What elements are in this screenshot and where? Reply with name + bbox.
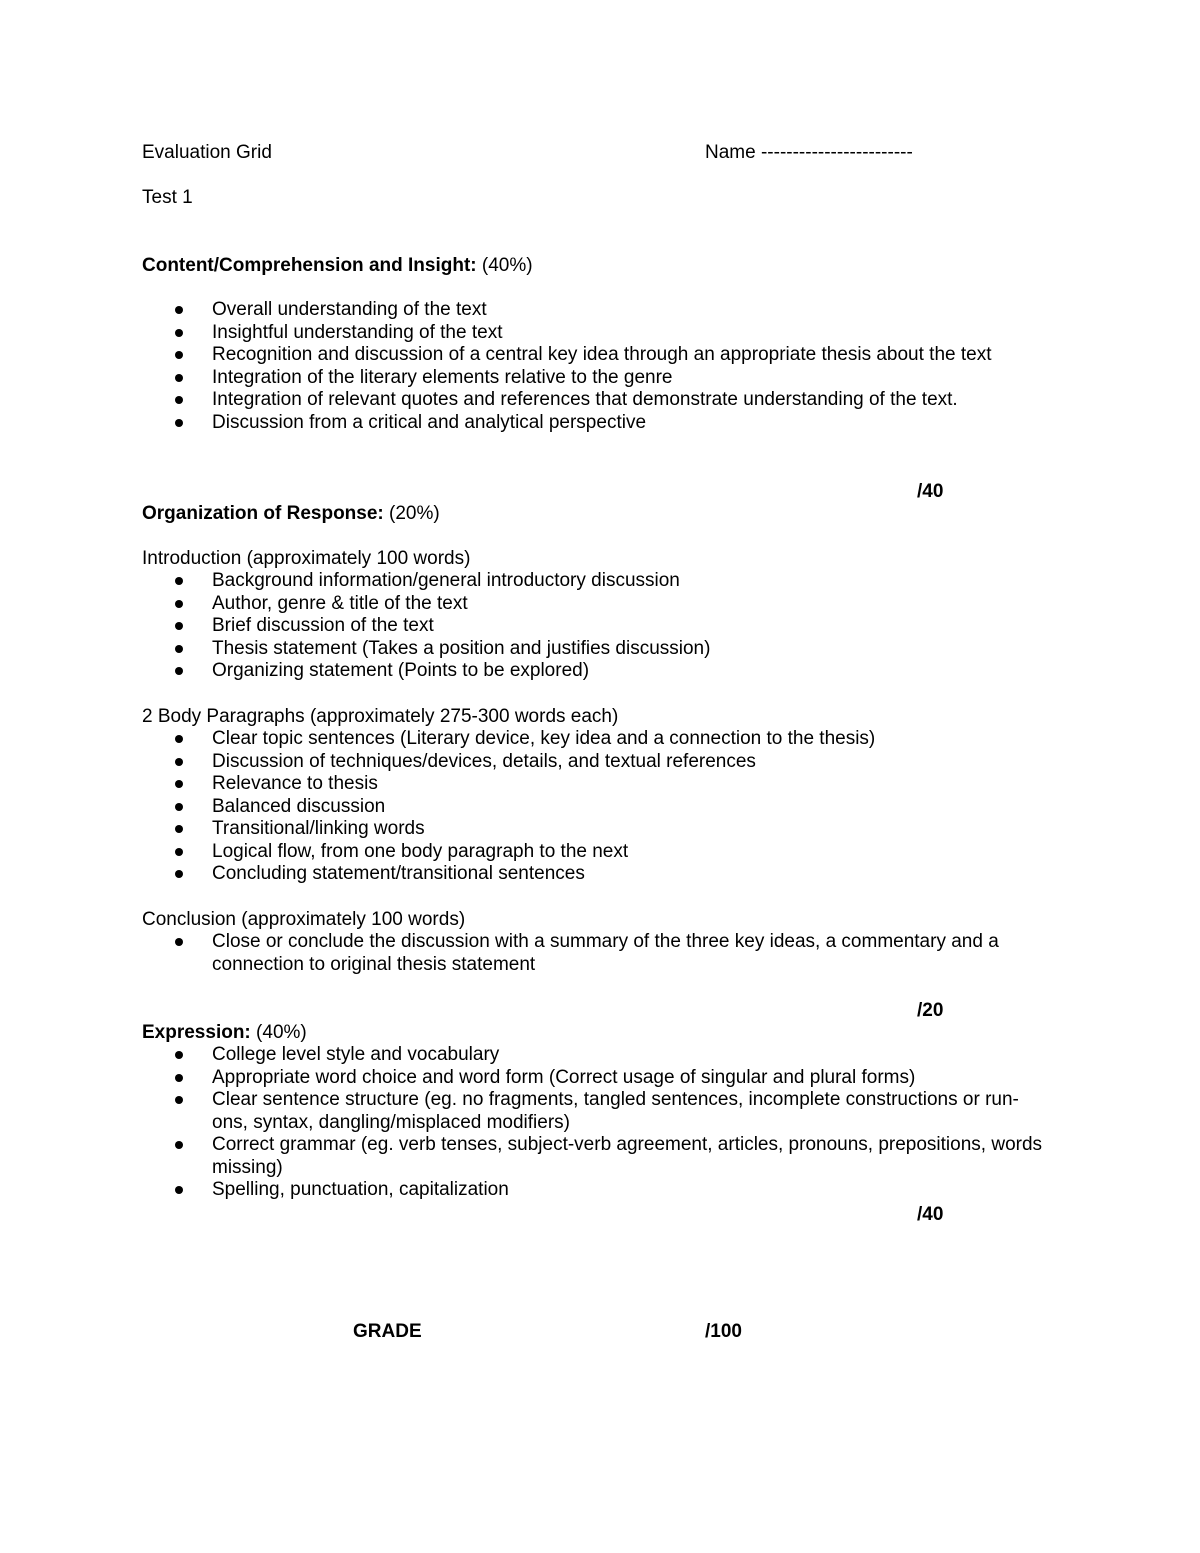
list-item: Balanced discussion [142,796,1062,819]
content-section-heading [142,255,533,277]
bullet-icon [175,645,183,653]
list-item: Transitional/linking words [142,818,1062,841]
list-item: Integration of the literary elements relative to the genre [142,367,1062,390]
bullet-icon [175,374,183,382]
bullet-icon [175,758,183,766]
bullet-icon [175,351,183,359]
bullet-icon [175,803,183,811]
organization-score: /20 [917,1000,944,1021]
bullet-icon [175,577,183,585]
list-item: Spelling, punctuation, capitalization [142,1179,1062,1202]
document-title: Evaluation Grid [142,142,272,163]
list-item: Concluding statement/transitional sentences [142,863,1062,886]
list-item: College level style and vocabulary [142,1044,1062,1067]
name-field-label: Name ------------------------ [705,142,913,163]
bullet-icon [175,870,183,878]
bullet-icon [175,1074,183,1082]
list-item: Correct grammar (eg. verb tenses, subject-verb agreement, articles, pronouns, prepositions, words missing) [142,1134,1052,1179]
organization-percent: (20%) [389,503,440,524]
list-item: Integration of relevant quotes and references that demonstrate understanding of the text. [142,389,1062,412]
list-item: Discussion from a critical and analytical perspective [142,412,1062,435]
list-item: Brief discussion of the text [142,615,1062,638]
bullet-icon [175,848,183,856]
list-item: Recognition and discussion of a central key idea through an appropriate thesis about the text [142,344,1062,367]
bullet-icon [175,780,183,788]
introduction-label: Introduction (approximately 100 words) [142,548,471,569]
body-paragraphs-label: 2 Body Paragraphs (approximately 275-300 words each) [142,706,619,727]
expression-criteria-list [142,1044,1062,1202]
test-label: Test 1 [142,187,193,208]
bullet-icon [175,329,183,337]
content-score: /40 [917,481,944,502]
list-item: Background information/general introductory discussion [142,570,1062,593]
grade-total: /100 [705,1321,742,1342]
organization-section-heading [142,503,440,525]
bullet-icon [175,825,183,833]
bullet-icon [175,938,183,946]
bullet-icon [175,600,183,608]
expression-heading-text: Expression: [142,1022,251,1043]
introduction-criteria-list [142,570,1062,683]
conclusion-label: Conclusion (approximately 100 words) [142,909,466,930]
list-item: Clear topic sentences (Literary device, key idea and a connection to the thesis) [142,728,1062,751]
bullet-icon [175,1141,183,1149]
list-item: Relevance to thesis [142,773,1062,796]
list-item: Clear sentence structure (eg. no fragments, tangled sentences, incomplete constructions or run-ons, syntax, dangling/misplaced modifiers) [142,1089,1052,1134]
bullet-icon [175,396,183,404]
list-item: Author, genre & title of the text [142,593,1062,616]
bullet-icon [175,1051,183,1059]
list-item: Overall understanding of the text [142,299,1062,322]
list-item: Logical flow, from one body paragraph to the next [142,841,1062,864]
list-item: Close or conclude the discussion with a summary of the three key ideas, a commentary and a connection to original thesis statement [142,931,1052,976]
content-heading-text: Content/Comprehension and Insight: [142,255,477,276]
bullet-icon [175,306,183,314]
bullet-icon [175,1186,183,1194]
bullet-icon [175,622,183,630]
body-criteria-list [142,728,1062,886]
list-item: Appropriate word choice and word form (Correct usage of singular and plural forms) [142,1067,1062,1090]
bullet-icon [175,419,183,427]
bullet-icon [175,667,183,675]
bullet-icon [175,1096,183,1104]
conclusion-criteria-list [142,931,1062,976]
expression-score: /40 [917,1204,944,1225]
content-percent: (40%) [481,255,533,276]
expression-section-heading [142,1022,307,1044]
list-item: Organizing statement (Points to be explored) [142,660,1062,683]
organization-heading-text: Organization of Response: [142,503,384,524]
grade-label: GRADE [353,1321,422,1342]
list-item: Discussion of techniques/devices, details, and textual references [142,751,1062,774]
bullet-icon [175,735,183,743]
list-item: Insightful understanding of the text [142,322,1062,345]
expression-percent: (40%) [256,1022,307,1043]
list-item: Thesis statement (Takes a position and justifies discussion) [142,638,1062,661]
content-criteria-list [142,299,1062,434]
